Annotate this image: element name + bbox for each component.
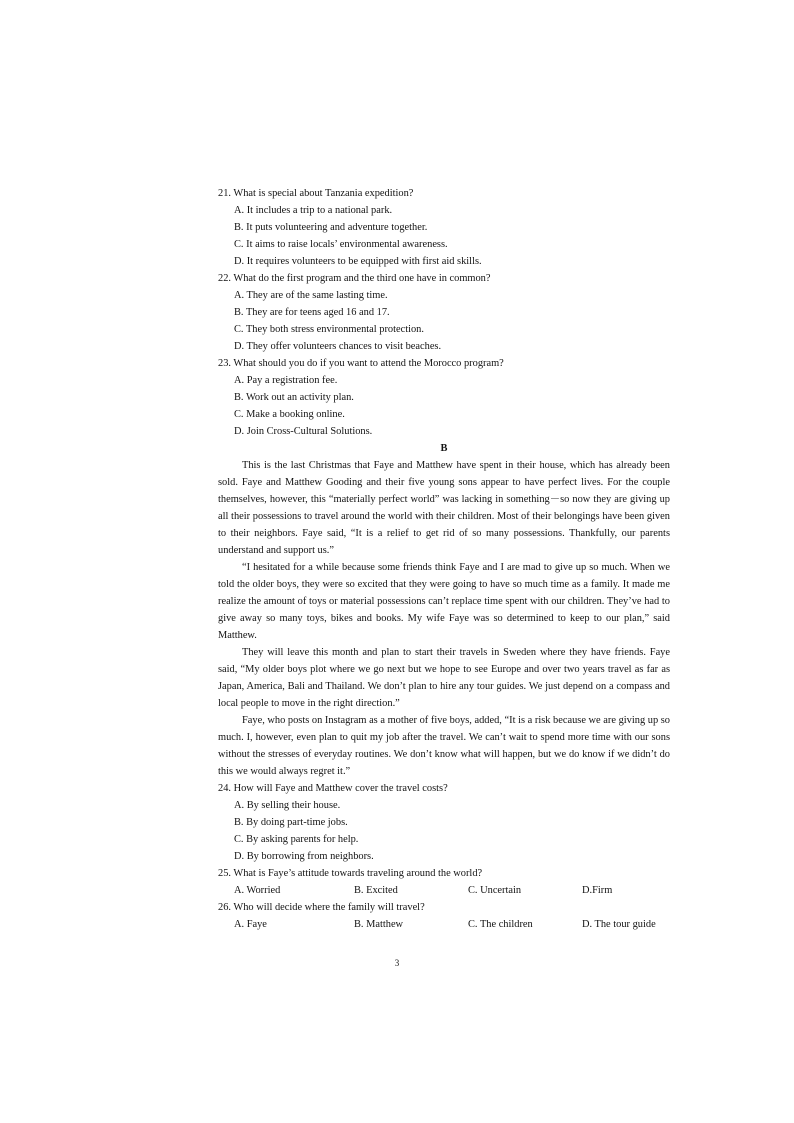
- option-c: C. By asking parents for help.: [234, 834, 359, 845]
- option-b: B. Excited: [354, 885, 398, 896]
- option-c: C. The children: [468, 919, 533, 930]
- option-d: D. It requires volunteers to be equipped with first aid skills.: [234, 256, 482, 267]
- exam-page-content: [218, 185, 670, 933]
- option-c: C. Make a booking online.: [234, 409, 345, 420]
- option-d: D. Join Cross-Cultural Solutions.: [234, 426, 373, 437]
- question-stem: 25. What is Faye’s attitude towards traveling around the world?: [218, 868, 483, 879]
- option-a: A. By selling their house.: [234, 800, 341, 811]
- option-d: D. By borrowing from neighbors.: [234, 851, 374, 862]
- option-b: B. By doing part-time jobs.: [234, 817, 348, 828]
- options-row: [218, 882, 670, 899]
- option-c: C. They both stress environmental protection.: [234, 324, 424, 335]
- question-25: [218, 865, 670, 899]
- question-stem: 23. What should you do if you want to attend the Morocco program?: [218, 358, 504, 369]
- section-b-title: B: [440, 443, 448, 454]
- passage-paragraph: They will leave this month and plan to start their travels in Sweden where they have friends. Faye said, “My older boys plot where we go next but we hope to see Europe and over two years travel as far as Japan, America, Bali and Thailand. We don’t plan to hire any tour guides. We just depend on a compass and local people to move in the right direction.”: [218, 647, 670, 709]
- option-b: B. Work out an activity plan.: [234, 392, 354, 403]
- passage-paragraph: This is the last Christmas that Faye and Matthew have spent in their house, which has already been sold. Faye and Matthew Gooding and their five young sons appear to have perfect lives. For the couple themselves, however, this “materially perfect world” was lacking in something－so now they are giving up all their possessions to travel around the world with their children. Most of their belongings have been given to their neighbors. Faye said, “It is a relief to get rid of so many possessions. Thankfully, our parents understand and support us.”: [218, 460, 670, 556]
- question-stem: 21. What is special about Tanzania expedition?: [218, 188, 414, 199]
- question-24: [218, 780, 670, 865]
- option-d: D. The tour guide: [582, 919, 656, 930]
- option-a: A. Pay a registration fee.: [234, 375, 338, 386]
- question-stem: 24. How will Faye and Matthew cover the travel costs?: [218, 783, 448, 794]
- option-a: A. It includes a trip to a national park.: [234, 205, 393, 216]
- option-b: B. They are for teens aged 16 and 17.: [234, 307, 390, 318]
- option-a: A. Faye: [234, 919, 267, 930]
- reading-passage: [218, 457, 670, 780]
- question-stem: 22. What do the first program and the third one have in common?: [218, 273, 491, 284]
- option-b: B. Matthew: [354, 919, 404, 930]
- option-d: D.Firm: [582, 885, 613, 896]
- page-number: 3: [394, 958, 400, 968]
- question-stem: 26. Who will decide where the family will travel?: [218, 902, 425, 913]
- option-d: D. They offer volunteers chances to visit beaches.: [234, 341, 442, 352]
- question-21: [218, 185, 670, 270]
- option-a: A. Worried: [234, 885, 281, 896]
- question-22: [218, 270, 670, 355]
- option-a: A. They are of the same lasting time.: [234, 290, 388, 301]
- passage-paragraph: “I hesitated for a while because some friends think Faye and I are mad to give up so much. When we told the older boys, they were so excited that they were going to have so much time as a family. It made me realize the amount of toys or material possessions can’t replace time spent with our children. They’ve had to give away so many toys, bikes and books. My wife Faye was so determined to keep to our plan,” said Matthew.: [218, 562, 670, 641]
- option-c: C. Uncertain: [468, 885, 522, 896]
- passage-paragraph: Faye, who posts on Instagram as a mother of five boys, added, “It is a risk because we are giving up so much. I, however, even plan to quit my job after the travel. We can’t wait to spend more time with our sons without the stresses of everyday routines. We don’t know what will happen, but we do know if we didn’t do this we would always regret it.”: [218, 715, 670, 777]
- question-26: [218, 899, 670, 933]
- question-23: [218, 355, 670, 440]
- options-row: [218, 916, 670, 933]
- option-b: B. It puts volunteering and adventure together.: [234, 222, 428, 233]
- option-c: C. It aims to raise locals’ environmental awareness.: [234, 239, 448, 250]
